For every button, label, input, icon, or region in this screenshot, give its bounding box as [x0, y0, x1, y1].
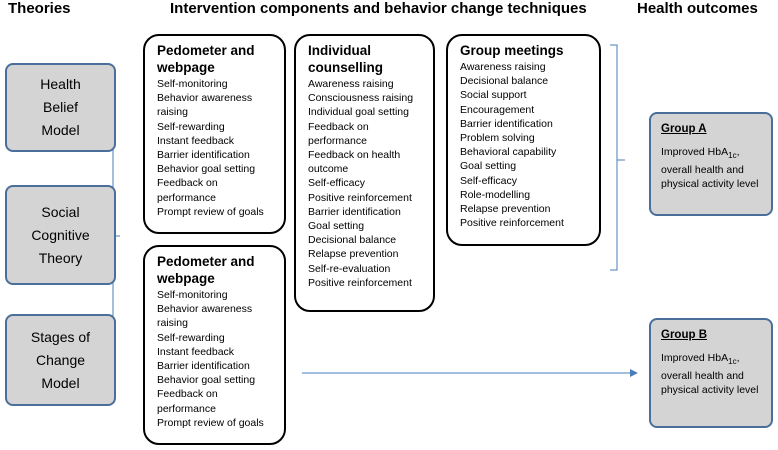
list-item: Behavior awareness raising [157, 92, 253, 119]
group-title: Group A [661, 123, 707, 135]
outcomes-header: Health outcomes [637, 0, 758, 17]
technique-list [157, 288, 274, 430]
list-item: Awareness raising [460, 61, 546, 73]
list-item: Problem solving [460, 132, 535, 145]
theory-social-cognitive [5, 185, 116, 285]
list-item: Positive reinforcement [308, 276, 412, 289]
list-item: Self-efficacy [460, 174, 517, 187]
list-item: Instant feedback [157, 134, 235, 147]
list-item: Prompt review of goals [157, 416, 264, 429]
desc-suffix: , overall health and physical activity level [661, 146, 759, 191]
box-title: Group meetings [460, 43, 564, 58]
desc-subscript: 1c [728, 151, 737, 161]
components-header: Intervention components and behavior change techniques [170, 0, 587, 17]
list-item: Instant feedback [157, 345, 235, 358]
theory-label: Social Cognitive Theory [31, 203, 90, 266]
list-item: Encouragement [460, 103, 535, 116]
outcome-description [661, 145, 765, 191]
desc-prefix: Improved HbA [661, 146, 729, 158]
list-item: Self-monitoring [157, 78, 228, 90]
list-item: Decisional balance [308, 234, 397, 247]
theory-label: Health Belief Model [40, 76, 81, 138]
list-item: Awareness raising [308, 78, 394, 90]
technique-list [157, 77, 274, 219]
outcome-group-b [649, 318, 773, 428]
list-item: Self-monitoring [157, 289, 228, 301]
theories-header: Theories [8, 0, 71, 17]
group-a-bracket [610, 45, 625, 270]
theory-stages-of-change [5, 314, 116, 406]
desc-suffix: , overall health and physical activity level [661, 352, 759, 397]
list-item: Self-efficacy [308, 177, 365, 190]
list-item: Barrier identification [157, 360, 250, 373]
list-item: Social support [460, 89, 527, 102]
list-item: Behavior goal setting [157, 374, 256, 387]
list-item: Barrier identification [157, 149, 250, 162]
list-item: Goal setting [460, 160, 517, 173]
list-item: Prompt review of goals [157, 205, 264, 218]
list-item: Relapse prevention [460, 203, 551, 216]
pedometer-webpage-box-a [143, 34, 286, 234]
box-title: Pedometer and webpage [157, 254, 255, 286]
individual-counselling-box [294, 34, 435, 312]
list-item: Role-modelling [460, 188, 531, 201]
list-item: Behavior goal setting [157, 163, 256, 176]
group-meetings-box [446, 34, 601, 246]
list-item: Feedback on performance [157, 177, 218, 204]
technique-list [308, 77, 423, 290]
list-item: Behavioral capability [460, 146, 557, 159]
box-title: Pedometer and webpage [157, 43, 255, 75]
list-item: Self-rewarding [157, 331, 225, 344]
theory-health-belief-model [5, 63, 116, 152]
box-title: Individual counselling [308, 43, 384, 75]
list-item: Feedback on health outcome [308, 149, 401, 176]
desc-prefix: Improved HbA [661, 352, 729, 364]
list-item: Positive reinforcement [460, 217, 564, 230]
group-title: Group B [661, 329, 707, 341]
list-item: Barrier identification [460, 117, 553, 130]
technique-list [460, 60, 589, 230]
list-item: Consciousness raising [308, 92, 414, 105]
outcome-description [661, 351, 765, 397]
list-item: Self-rewarding [157, 120, 225, 133]
list-item: Behavior awareness raising [157, 303, 253, 330]
outcome-group-a [649, 112, 773, 216]
desc-subscript: 1c [728, 357, 737, 367]
list-item: Individual goal setting [308, 106, 409, 119]
list-item: Barrier identification [308, 205, 401, 218]
pedometer-webpage-box-b [143, 245, 286, 445]
list-item: Feedback on performance [157, 388, 218, 415]
list-item: Goal setting [308, 220, 365, 233]
theory-label: Stages of Change Model [30, 328, 91, 391]
list-item: Self-re-evaluation [308, 262, 391, 275]
list-item: Feedback on performance [308, 120, 369, 147]
list-item: Relapse prevention [308, 248, 399, 261]
list-item: Decisional balance [460, 75, 549, 88]
list-item: Positive reinforcement [308, 191, 412, 204]
